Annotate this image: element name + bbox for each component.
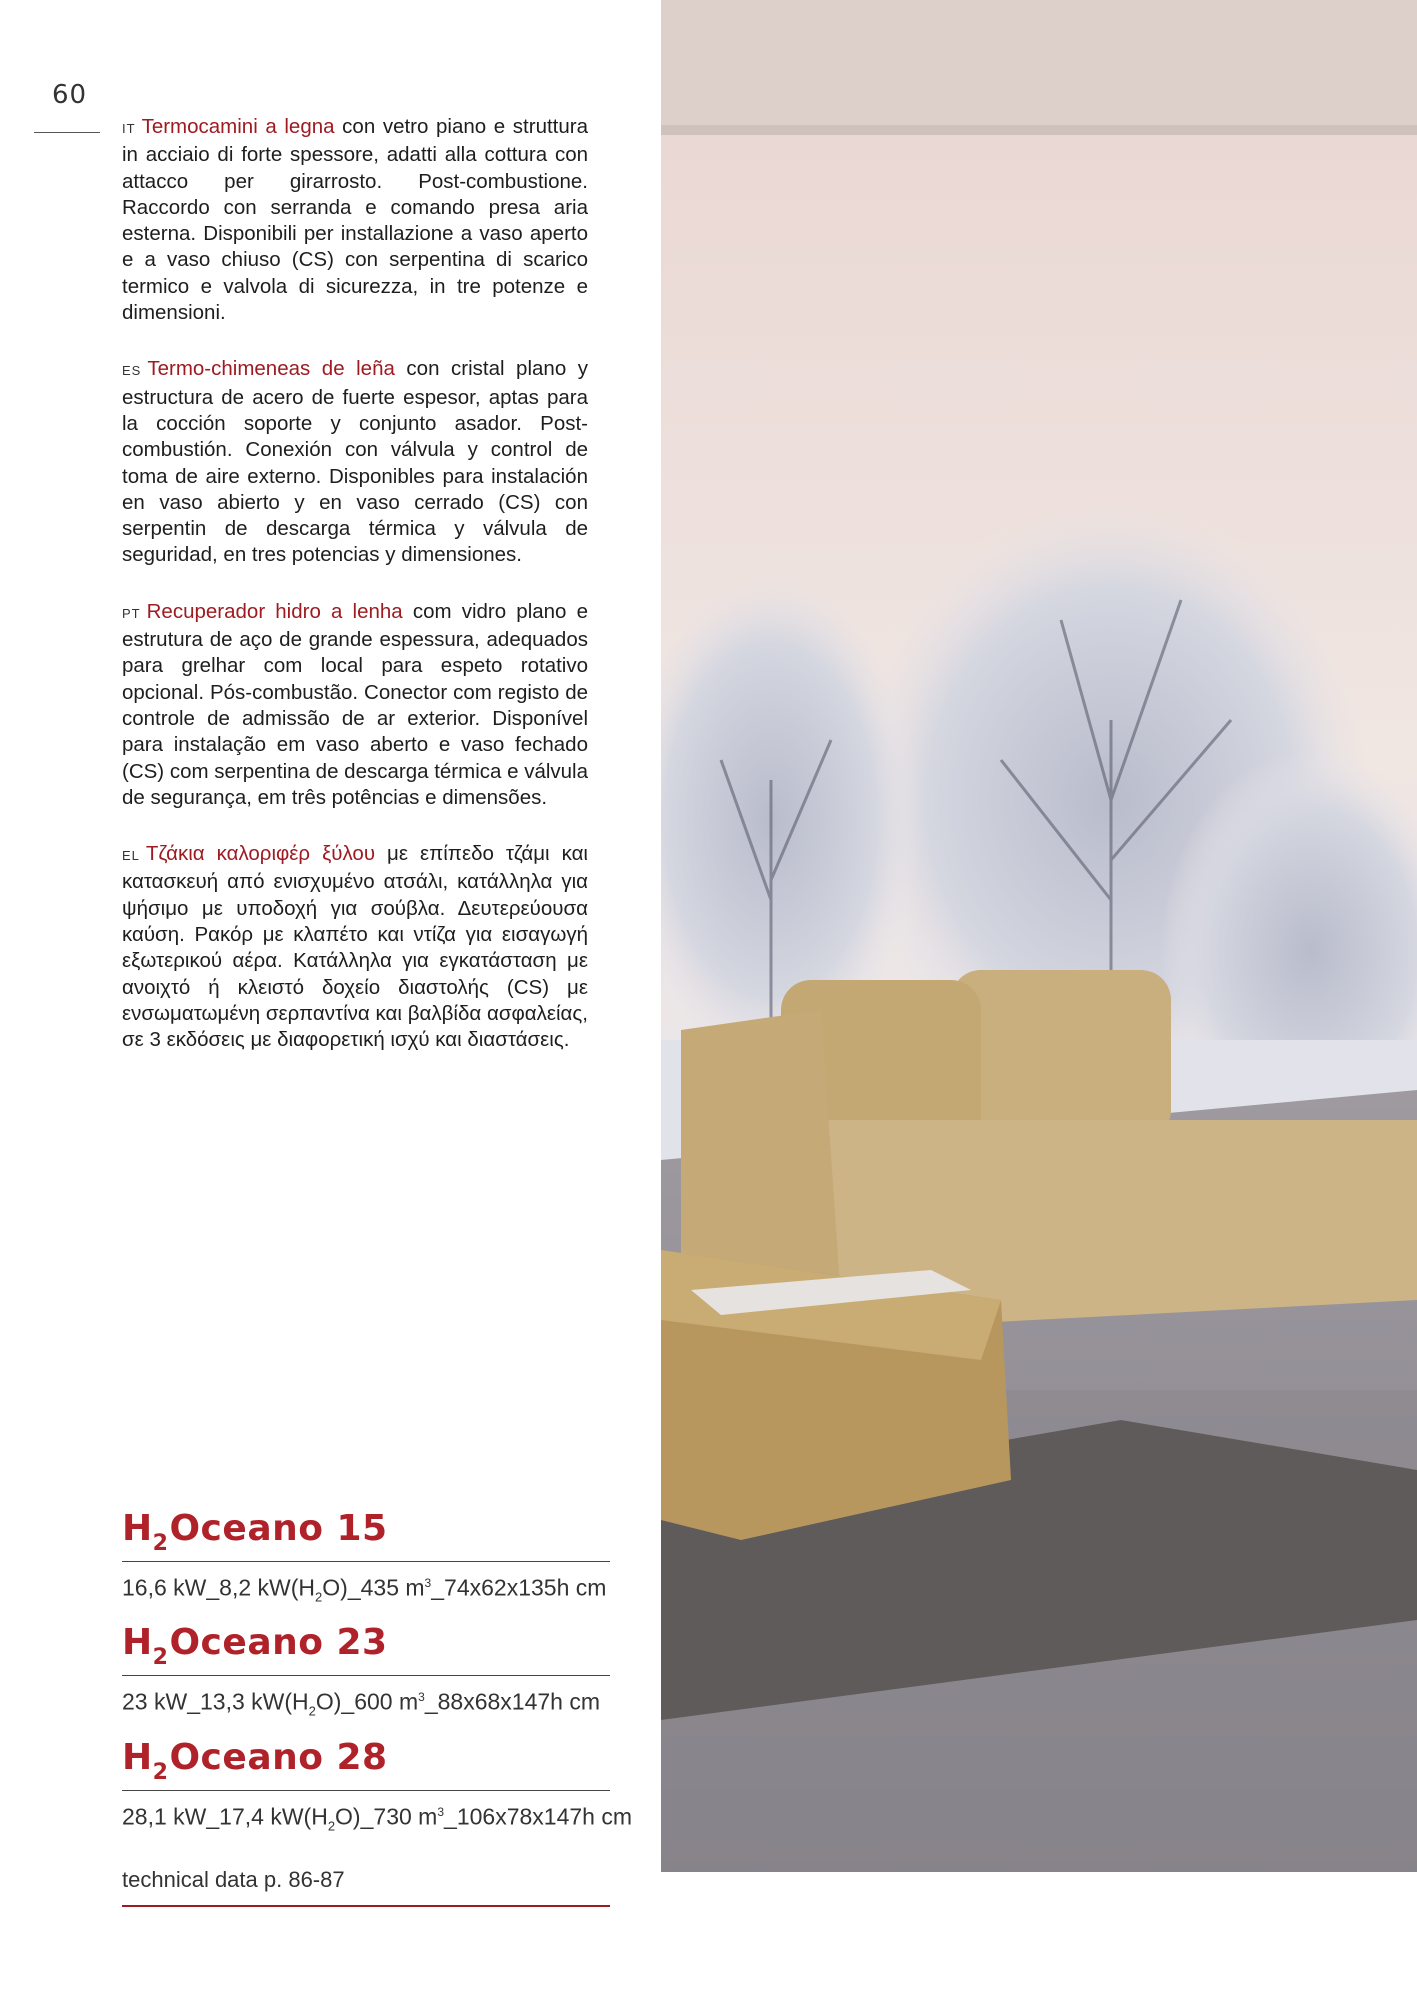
- lang-code-pt: PT: [122, 605, 141, 621]
- spec-volume: 730 m: [373, 1803, 438, 1830]
- model-block-oceano-23: [122, 1622, 610, 1726]
- model-spec: 28,1 kW_17,4 $kW(H_2O)\_730$ $m^3\_106x78x147h$ cm: [122, 1803, 633, 1833]
- technical-data-reference: technical data p. 86-87: [122, 1866, 345, 1892]
- model-name-subscript: 2: [152, 1759, 169, 1785]
- product-name-pt: Recuperador hidro a lenha: [146, 599, 403, 623]
- paragraph-text-es: con cristal plano y estructura de acero de fuerte espesor, aptas para la cocción soporte y conjunto asador. Post-combustión. Conexión con válvula y control de toma de aire externo. Disponibles para instalación en vaso abierto y en vaso cerrado (CS) con serpentin de descarga térmica y válvula de seguridad, en tres potencias y dimensiones.: [122, 357, 588, 567]
- paragraph-text-it: con vetro piano e struttura in acciaio di forte spessore, adatti alla cottura con attacco per girarrosto. Post-combustione. Raccordo con serranda e comando presa aria esterna. Disponibili per installazione a vaso aperto e a vaso chiuso (CS) con serpentina di scarico termico e valvola di sicurezza, in tre potenze e dimensioni.: [122, 115, 588, 325]
- spec-water-power-end: O): [315, 1688, 342, 1715]
- spec-volume-superscript: 3: [418, 1690, 425, 1705]
- spec-water-power: 17,4 kW(H: [219, 1803, 328, 1830]
- product-name-it: Termocamini a legna: [141, 115, 335, 138]
- model-name-text: Oceano 15: [169, 1508, 388, 1549]
- model-rule: [122, 1790, 610, 1791]
- paragraph-es: [122, 356, 588, 568]
- spec-dimensions: 74x62x135h cm: [444, 1574, 607, 1601]
- model-name: [122, 1622, 610, 1669]
- room-photo: [661, 0, 1417, 1872]
- model-name-text: Oceano 23: [169, 1622, 388, 1664]
- spec-water-subscript: 2: [315, 1589, 323, 1605]
- paragraph-text-pt: com vidro plano e estrutura de aço de grande espessura, adequados para grelhar com local para espeto rotativo opcional. Pós-combustão. Conector com registo de controle de admissão de ar exterior. Disponível para instalação em vaso aberto e vaso fechado (CS) com serpentina de descarga térmica e válvula de segurança, em três potências e dimensões.: [122, 599, 589, 809]
- description-column: [122, 114, 588, 1084]
- paragraph-it: [122, 114, 588, 326]
- model-name-prefix: H: [122, 1508, 153, 1549]
- spec-water-subscript: 2: [327, 1817, 336, 1833]
- spec-volume-superscript: 3: [437, 1804, 445, 1819]
- model-name-text: Oceano 28: [169, 1736, 388, 1778]
- spec-water-subscript: 2: [308, 1703, 316, 1719]
- spec-dimensions: 88x68x147h cm: [437, 1688, 601, 1715]
- spec-water-power-end: O): [322, 1574, 348, 1601]
- paragraph-el: [122, 841, 588, 1053]
- model-rule: [122, 1675, 610, 1676]
- spec-water-power-end: O): [335, 1803, 361, 1830]
- page-number: 60: [52, 80, 88, 110]
- lang-code-el: EL: [122, 848, 140, 864]
- model-name-subscript: 2: [152, 1645, 169, 1671]
- product-name-el: Τζάκια καλοριφέρ ξύλου: [145, 842, 376, 866]
- technical-data-rule: [122, 1905, 610, 1907]
- page-number-rule: [34, 132, 100, 133]
- spec-volume: 435 m: [360, 1574, 425, 1601]
- model-rule: [122, 1561, 610, 1562]
- spec-power: 23 kW: [122, 1688, 188, 1715]
- lang-code-es: ES: [122, 363, 142, 379]
- product-name-es: Termo-chimeneas de leña: [147, 357, 395, 381]
- model-name-prefix: H: [122, 1736, 153, 1778]
- spec-power: 16,6 kW: [122, 1574, 207, 1601]
- spec-water-power: 8,2 kW(H: [219, 1574, 316, 1601]
- spec-power: 28,1 kW: [122, 1803, 207, 1830]
- spec-water-power: 13,3 kW(H: [199, 1688, 309, 1715]
- spec-volume-superscript: 3: [424, 1576, 432, 1590]
- model-name: [122, 1508, 610, 1555]
- room-photo-illustration: [661, 0, 1417, 1872]
- model-spec: 16,6 kW_8,2 $kW(H_2O)\_435$ $m^3\_74x62x135h$ cm: [122, 1574, 607, 1605]
- model-list: [122, 1508, 633, 1907]
- model-name: [122, 1737, 610, 1784]
- paragraph-text-el: με επίπεδο τζάμι και κατασκευή από ενισχυμένο ατσάλι, κατάλληλα για ψήσιμο με υποδοχή για σούβλα. Δευτερεύουσα καύση. Ρακόρ με κλαπέτο και ντίζα για εισαγωγή εξωτερικού αέρα. Κατάλληλα για εγκατάσταση με ανοιχτό ή κλειστό δοχείο διαστολής (CS) με ενσωματωμένη σερπαντίνα και βαλβίδα ασφαλείας, σε 3 εκδόσεις με διαφορετική ισχύ και διαστάσεις.: [122, 842, 588, 1052]
- model-spec: 23 kW_13,3 $kW(H_2O)\_600$ $m^3\_88x68x147h$ cm: [122, 1688, 601, 1719]
- model-block-oceano-15: [122, 1508, 610, 1612]
- lang-code-it: IT: [122, 121, 136, 136]
- model-name-subscript: 2: [152, 1531, 169, 1556]
- paragraph-pt: [122, 599, 588, 811]
- model-name-prefix: H: [122, 1622, 153, 1664]
- spec-dimensions: 106x78x147h cm: [456, 1803, 633, 1830]
- spec-volume: 600 m: [354, 1688, 419, 1715]
- model-block-oceano-28: [122, 1736, 633, 1841]
